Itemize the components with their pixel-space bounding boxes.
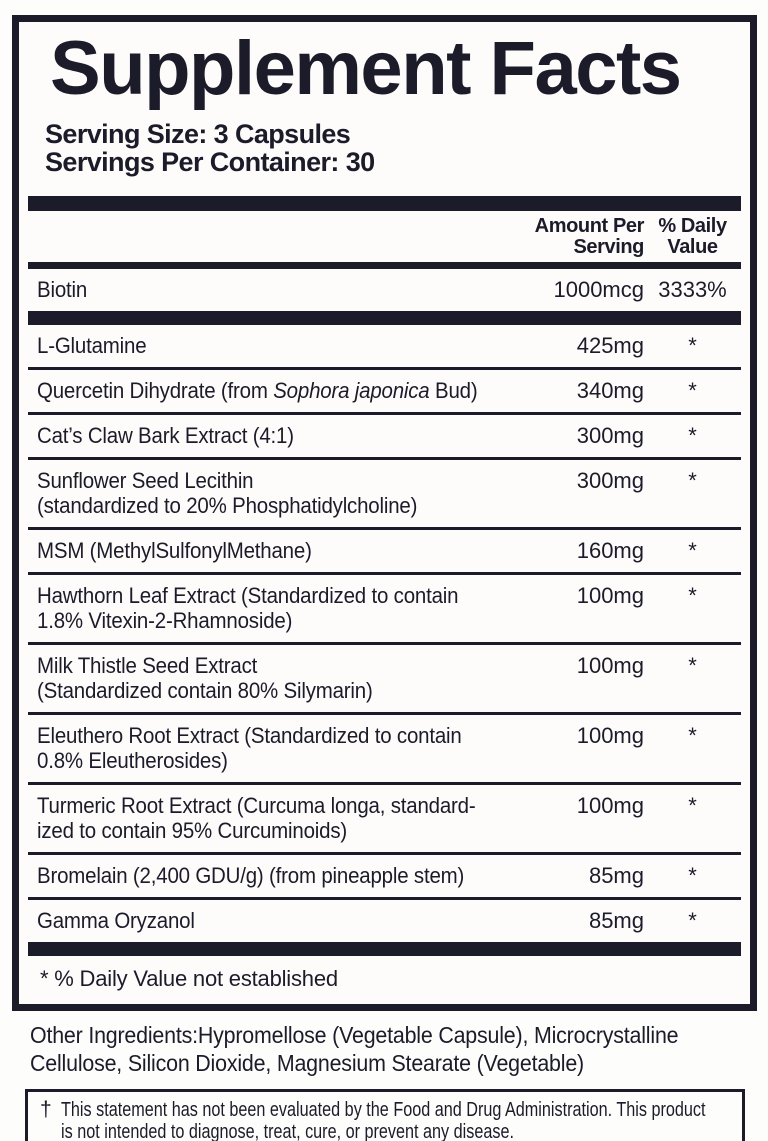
ingredient-daily-value: *: [688, 422, 697, 448]
other-ingredients-line: Cellulose, Silicon Dioxide, Magnesium Stearate (Vegetable): [30, 1049, 584, 1076]
ingredient-row: [28, 715, 741, 782]
ingredient-row: [28, 530, 741, 572]
section-divider-heavy-top: [28, 196, 741, 211]
header-bottom-divider: [28, 262, 741, 269]
ingredient-name-segment: Biotin: [37, 276, 88, 302]
ingredient-name-text: [37, 723, 462, 773]
ingredient-daily-value: 3333%: [658, 276, 727, 302]
ingredient-amount: 100mg: [576, 582, 644, 608]
ingredient-name-text: [37, 378, 477, 403]
ingredient-name: [28, 468, 532, 518]
ingredient-daily-value: *: [688, 377, 697, 403]
ingredient-name-text: [37, 908, 195, 933]
ingredient-name-line: [37, 493, 417, 518]
ingredient-name-segment: (standardized to 20% Phosphatidylcholine): [37, 492, 418, 518]
ingredient-name-segment: Cat’s Claw Bark Extract (4:1): [37, 422, 294, 448]
ingredient-name-line: [37, 468, 417, 493]
page-title: Supplement Facts: [50, 26, 681, 111]
ingredient-name-segment: ized to contain 95% Curcuminoids): [37, 817, 348, 843]
dagger-symbol: †: [40, 1097, 52, 1121]
ingredient-name-line: [37, 908, 195, 933]
disclaimer-line: This statement has not been evaluated by the Food and Drug Administration. This product: [60, 1098, 706, 1121]
ingredient-name-segment: 0.8% Eleutherosides): [37, 747, 228, 773]
ingredient-name: [28, 538, 532, 563]
ingredient-name-line: [37, 748, 462, 773]
ingredient-name-line: [37, 333, 146, 358]
ingredient-name-segment: Milk Thistle Seed Extract: [37, 652, 258, 678]
ingredient-name-text: [37, 793, 476, 843]
ingredient-daily-value: *: [688, 537, 697, 563]
ingredient-row: [28, 785, 741, 852]
ingredient-name-text: [37, 863, 464, 888]
ingredient-name-segment: Quercetin Dihydrate (from: [37, 377, 274, 403]
ingredient-amount: 100mg: [576, 652, 644, 678]
ingredient-name-segment: Turmeric Root Extract (Curcuma longa, standard-: [37, 792, 476, 818]
ingredient-name-segment: Bromelain (2,400 GDU/g) (from pineapple stem): [37, 862, 465, 888]
servings-per-container: Servings Per Container: 30: [45, 146, 375, 177]
ingredient-amount: 300mg: [576, 422, 644, 448]
ingredient-name-line: [37, 423, 294, 448]
ingredient-daily-value: *: [688, 722, 697, 748]
ingredient-name-segment: MSM (MethylSulfonylMethane): [37, 537, 312, 563]
disclaimer-text: [61, 1099, 705, 1141]
ingredient-daily-value: *: [688, 582, 697, 608]
ingredient-row: [28, 370, 741, 412]
ingredient-daily-value: *: [688, 792, 697, 818]
ingredient-name-text: [37, 653, 373, 703]
ingredient-amount: 1000mcg: [553, 276, 644, 302]
ingredient-name-line: [37, 608, 458, 633]
footnote: * % Daily Value not established: [40, 965, 338, 991]
table-header-row: [28, 211, 741, 262]
ingredient-name-segment: 1.8% Vitexin-2-Rhamnoside): [37, 607, 293, 633]
ingredient-name-segment: Eleuthero Root Extract (Standardized to contain: [37, 722, 462, 748]
amount-per-serving-header: Amount Per Serving: [534, 214, 644, 258]
ingredient-daily-value: *: [688, 467, 697, 493]
ingredient-amount: 100mg: [576, 722, 644, 748]
ingredient-name-line: [37, 818, 476, 843]
ingredient-name: [28, 908, 532, 933]
ingredient-amount: 300mg: [576, 467, 644, 493]
ingredient-name: [28, 277, 532, 302]
ingredient-row: [28, 645, 741, 712]
ingredient-name: [28, 653, 532, 703]
ingredient-name: [28, 723, 532, 773]
ingredient-daily-value: *: [688, 907, 697, 933]
ingredient-name-line: [37, 277, 87, 302]
ingredient-name-line: [37, 583, 458, 608]
ingredient-row: [28, 269, 741, 311]
ingredient-name: [28, 423, 532, 448]
ingredient-rows: [28, 269, 741, 942]
ingredient-amount: 340mg: [576, 377, 644, 403]
ingredient-name-text: [37, 333, 146, 358]
ingredient-row: [28, 415, 741, 457]
ingredient-name-italic-segment: Sophora japonica: [273, 377, 430, 403]
ingredient-name-segment: Gamma Oryzanol: [37, 907, 195, 933]
ingredient-amount: 85mg: [588, 862, 644, 888]
daily-value-header: % Daily Value: [658, 214, 727, 258]
ingredient-amount: 160mg: [576, 537, 644, 563]
ingredient-name-line: [37, 653, 373, 678]
ingredient-amount: 425mg: [576, 332, 644, 358]
ingredient-name-segment: Sunflower Seed Lecithin: [37, 467, 254, 493]
ingredient-name-text: [37, 423, 294, 448]
ingredient-name-text: [37, 277, 87, 302]
ingredient-name-line: [37, 538, 312, 563]
ingredient-row: [28, 460, 741, 527]
disclaimer-box: [25, 1089, 745, 1141]
ingredient-name: [28, 863, 532, 888]
ingredient-name: [28, 793, 532, 843]
ingredient-name-segment: Hawthorn Leaf Extract (Standardized to contain: [37, 582, 459, 608]
ingredient-name-text: [37, 583, 458, 633]
ingredient-daily-value: *: [688, 862, 697, 888]
ingredient-row: [28, 325, 741, 367]
ingredient-name: [28, 378, 532, 403]
ingredient-name: [28, 583, 532, 633]
ingredient-name-line: [37, 723, 462, 748]
ingredient-daily-value: *: [688, 652, 697, 678]
ingredient-name-segment: L-Glutamine: [37, 332, 147, 358]
ingredient-name-text: [37, 538, 312, 563]
ingredient-name-text: [37, 468, 417, 518]
ingredient-name-line: [37, 863, 464, 888]
ingredient-name-segment: (Standardized contain 80% Silymarin): [37, 677, 373, 703]
supplement-facts-panel: [12, 15, 757, 1011]
ingredient-amount: 100mg: [576, 792, 644, 818]
ingredient-row: [28, 855, 741, 897]
ingredient-amount: 85mg: [588, 907, 644, 933]
other-ingredients: [30, 1021, 716, 1077]
other-ingredients-line: Other Ingredients:Hypromellose (Vegetable Capsule), Microcrystalline: [30, 1021, 679, 1048]
ingredient-name-line: [37, 378, 477, 403]
ingredient-row: [28, 900, 741, 942]
serving-info: [45, 120, 741, 176]
ingredient-daily-value: *: [688, 332, 697, 358]
row-divider: [28, 311, 741, 325]
ingredient-name-line: [37, 678, 373, 703]
disclaimer-line: is not intended to diagnose, treat, cure, or prevent any disease.: [60, 1120, 514, 1141]
ingredient-name: [28, 333, 532, 358]
ingredient-row: [28, 575, 741, 642]
ingredient-name-segment: Bud): [429, 377, 478, 403]
ingredient-name-line: [37, 793, 476, 818]
section-divider-heavy-bottom: [28, 942, 741, 956]
serving-size: Serving Size: 3 Capsules: [45, 118, 351, 149]
